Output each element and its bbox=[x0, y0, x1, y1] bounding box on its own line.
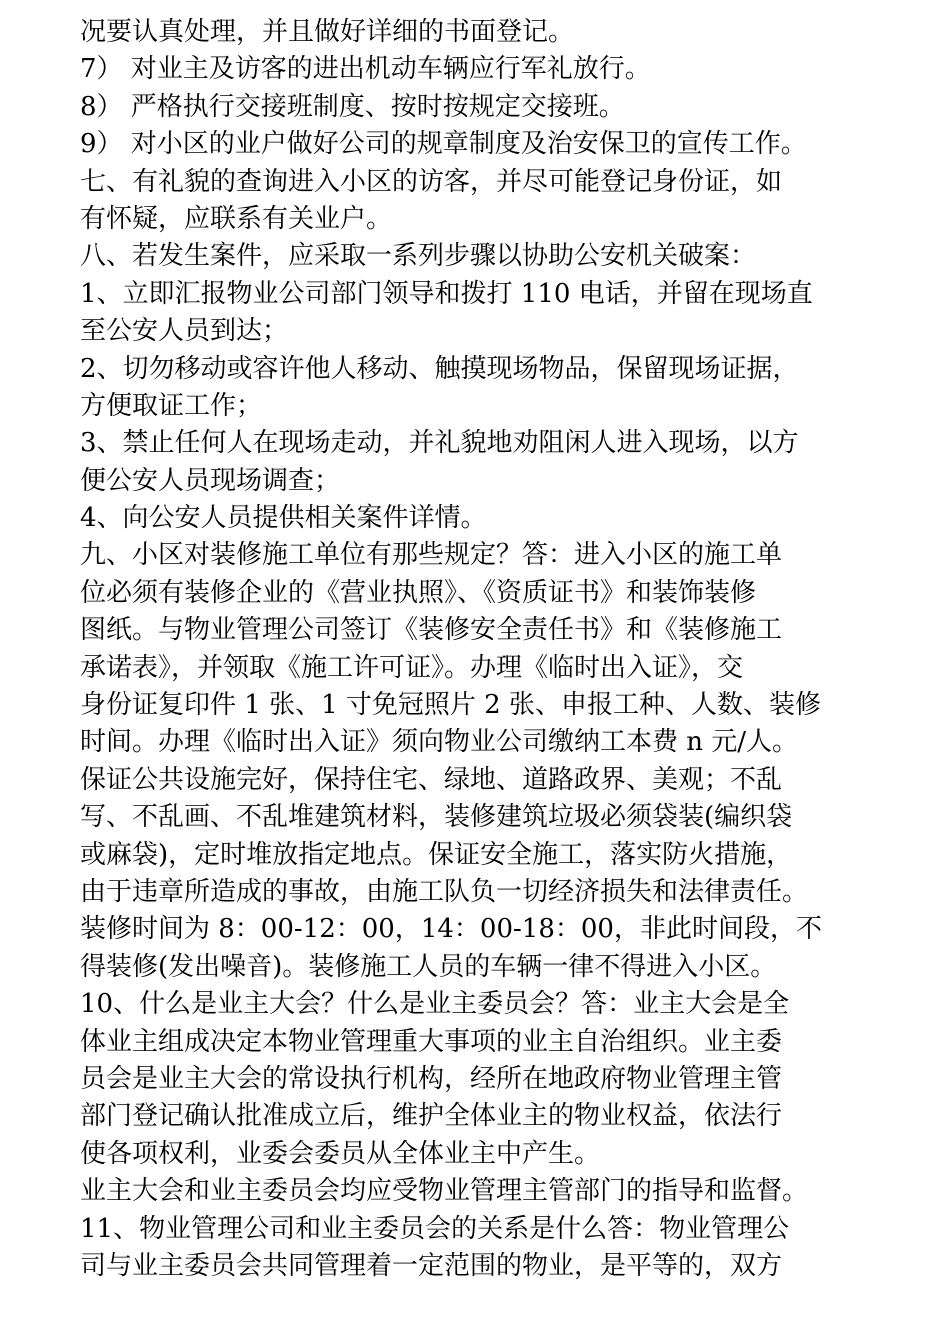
text-line: 位必须有装修企业的《营业执照》、《资质证书》和装饰装修 bbox=[80, 577, 757, 608]
text-line: 写、不乱画、不乱堆建筑材料，装修建筑垃圾必须袋装(编织袋 bbox=[80, 802, 793, 833]
text-line: 至公安人员到达； bbox=[80, 316, 289, 347]
text-line: 七、有礼貌的查询进入小区的访客，并尽可能登记身份证，如 bbox=[80, 166, 783, 197]
text-line: 部门登记确认批准成立后，维护全体业主的物业权益，依法行 bbox=[80, 1101, 783, 1132]
text-line: 业主大会和业主委员会均应受物业管理主管部门的指导和监督。 bbox=[80, 1176, 809, 1207]
text-line: 11、物业管理公司和业主委员会的关系是什么答：物业管理公 bbox=[80, 1213, 790, 1244]
text-line: 体业主组成决定本物业管理重大事项的业主自治组织。业主委 bbox=[80, 1026, 783, 1057]
text-line: 1、立即汇报物业公司部门领导和拨打 110 电话，并留在现场直 bbox=[80, 278, 813, 309]
text-line: 或麻袋)，定时堆放指定地点。保证安全施工，落实防火措施， bbox=[80, 839, 793, 870]
text-line: 保证公共设施完好，保持住宅、绿地、道路政界、美观；不乱 bbox=[80, 764, 783, 795]
text-line: 9） 对小区的业户做好公司的规章制度及治安保卫的宣传工作。 bbox=[80, 129, 807, 160]
text-line: 装修时间为 8：00-12：00，14：00-18：00，非此时间段，不 bbox=[80, 914, 822, 945]
text-line: 方便取证工作； bbox=[80, 390, 263, 421]
text-line: 身份证复印件 1 张、1 寸免冠照片 2 张、申报工种、人数、装修 bbox=[80, 690, 821, 721]
text-line: 九、小区对装修施工单位有那些规定？答：进入小区的施工单 bbox=[80, 540, 783, 571]
text-line: 时间。办理《临时出入证》须向物业公司缴纳工本费 n 元/人。 bbox=[80, 727, 799, 758]
text-line: 8） 严格执行交接班制度、按时按规定交接班。 bbox=[80, 91, 625, 122]
text-line: 10、什么是业主大会？什么是业主委员会？答：业主大会是全 bbox=[80, 989, 790, 1020]
text-line: 2、切勿移动或容许他人移动、触摸现场物品，保留现场证据， bbox=[80, 353, 799, 384]
text-line: 况要认真处理，并且做好详细的书面登记。 bbox=[80, 17, 575, 47]
text-line: 承诺表》，并领取《施工许可证》。办理《临时出入证》，交 bbox=[80, 652, 744, 683]
text-line: 使各项权利，业委会委员从全体业主中产生。 bbox=[80, 1138, 601, 1169]
text-line: 得装修(发出噪音)。装修施工人员的车辆一律不得进入小区。 bbox=[80, 951, 777, 982]
text-line: 7） 对业主及访客的进出机动车辆应行军礼放行。 bbox=[80, 54, 651, 85]
text-line: 图纸。与物业管理公司签订《装修安全责任书》和《装修施工 bbox=[80, 615, 783, 646]
text-line: 3、禁止任何人在现场走动，并礼貌地劝阻闲人进入现场，以方 bbox=[80, 428, 799, 459]
text-line: 4、向公安人员提供相关案件详情。 bbox=[80, 503, 487, 534]
text-line: 有怀疑，应联系有关业户。 bbox=[80, 203, 393, 234]
text-line: 司与业主委员会共同管理着一定范围的物业，是平等的，双方 bbox=[80, 1250, 783, 1281]
text-line: 便公安人员现场调查； bbox=[80, 465, 341, 496]
text-line: 由于违章所造成的事故，由施工队负一切经济损失和法律责任。 bbox=[80, 876, 809, 907]
text-line: 员会是业主大会的常设执行机构，经所在地政府物业管理主管 bbox=[80, 1063, 783, 1094]
text-line: 八、若发生案件，应采取一系列步骤以协助公安机关破案： bbox=[80, 241, 757, 272]
